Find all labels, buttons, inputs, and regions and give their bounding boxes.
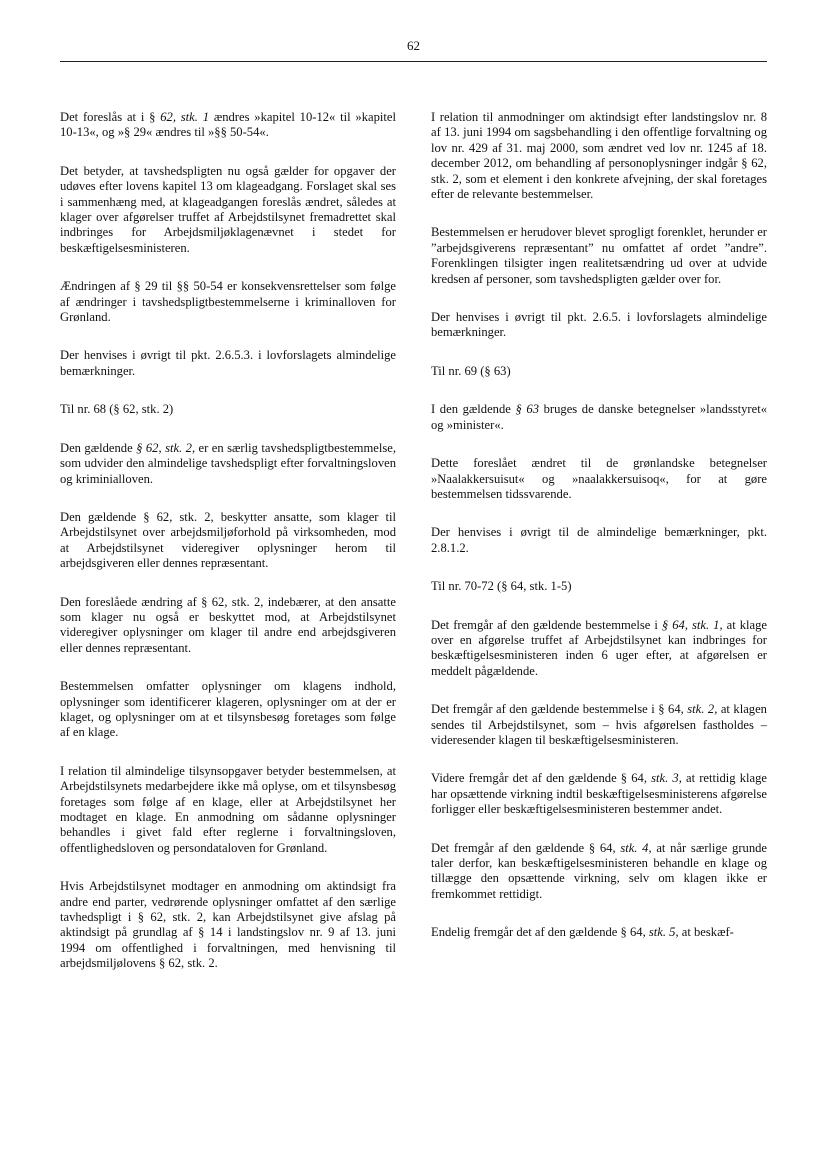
paragraph: Der henvises i øvrigt til pkt. 2.6.5. i lovforslagets almindelige bemærkninger. <box>431 310 767 340</box>
paragraph: Videre fremgår det af den gældende § 64, stk. 3, at rettidig klage har opsættende virkning indtil beskæftigelsesministerens afgørelse forligger eller beskæftigelsesministeren bestemmer andet. <box>431 771 768 817</box>
paragraph: Ændringen af § 29 til §§ 50-54 er konsekvensrettelser som følge af ændringer i tavshedspligtbestemmelserne i kriminalloven for Grønland. <box>60 279 396 325</box>
paragraph: Det foreslås at i § 62, stk. 1 ændres »kapitel 10-12« til »kapitel 10-13«, og »§ 29« ændres til »§§ 50-54«. <box>60 110 396 140</box>
section-heading: Til nr. 70-72 (§ 64, stk. 1-5) <box>431 579 572 594</box>
paragraph: Det fremgår af den gældende bestemmelse i § 64, stk. 1, at klage over en afgørelse truffet af Arbejdstilsynet kan indbringes for beskæftigelsesministeren inden 6 uger efter, at afgørelsen er meddelt pågældende. <box>431 617 767 678</box>
paragraph: I den gældende § 63 bruges de danske betegnelser »landsstyret« og »minister«. <box>431 402 767 432</box>
right-column <box>431 110 767 964</box>
paragraph: Det betyder, at tavshedspligten nu også gælder for opgaver der udøves efter lovens kapitel 13 om klageadgang. Forslaget skal ses i sammenhæng med, at klageadgangen foreslås ændret, således at klager over afgørelser truffet af Arbejdstilsynet fremadrettet skal indbringes for Arbejdsmiljøklagenævnet i stedet for beskæftigelsesministeren. <box>60 163 396 255</box>
paragraph: Der henvises i øvrigt til pkt. 2.6.5.3. i lovforslagets almindelige bemærkninger. <box>60 348 396 378</box>
paragraph: Den gældende § 62, stk. 2, beskytter ansatte, som klager til Arbejdstilsynet over arbejdsmiljøforhold på virksomheden, mod at Arbejdstilsynet videregiver oplysninger herom til arbejdsgiveren eller dennes repræsentant. <box>60 509 396 571</box>
section-heading: Til nr. 69 (§ 63) <box>431 363 511 378</box>
paragraph: Det fremgår af den gældende bestemmelse i § 64, stk. 2, at klagen sendes til Arbejdstilsynet, som – hvis afgørelsen fastholdes – videresender klagen til beskæftigelsesministeren. <box>431 702 767 747</box>
left-column <box>60 110 396 995</box>
paragraph: Den gældende § 62, stk. 2, er en særlig tavshedspligtbestemmelse, som udvider den almindelige tavshedspligt efter forvaltningsloven og kriminialloven. <box>60 440 397 486</box>
paragraph: Det fremgår af den gældende § 64, stk. 4, at når særlige grunde taler derfor, kan beskæftigelsesministeren behandle en klage og tillægge den opsættende virkning, selv om klagen ikke er fremkommet rettidigt. <box>431 840 767 901</box>
page-number: 62 <box>407 38 420 53</box>
paragraph: Bestemmelsen er herudover blevet sprogligt forenklet, herunder er ”arbejdsgiverens repræsentant” nu omfattet af ordet ”andre”. Forenklingen tilsigter ingen realitetsændring ud over at udvide kredsen af personer, som tavshedspligten gælder over for. <box>431 225 767 286</box>
paragraph: I relation til almindelige tilsynsopgaver betyder bestemmelsen, at Arbejdstilsynets medarbejdere ikke må oplyse, om et tilsynsbesøg foretages som følge af en klage, eller at Arbejdstilsynet her modtaget en klage. En anmodning om sådanne oplysninger behandles i givet fald efter reglerne i forvaltningsloven, offentlighedsloven og persondataloven for Grønland. <box>60 763 396 855</box>
paragraph: Hvis Arbejdstilsynet modtager en anmodning om aktindsigt fra andre end parter, vedrørende oplysninger omfattet af den særlige tavhedspligt i § 62, stk. 2, kan Arbejdstilsynet give afslag på aktindsigt på grundlag af § 14 i landstingslov nr. 9 af 13. juni 1994 om offentlighed i forvaltningen, med henvisning til arbejdsmiljølovens § 62, stk. 2. <box>60 879 396 971</box>
section-heading: Til nr. 68 (§ 62, stk. 2) <box>60 402 174 417</box>
paragraph: Den foreslåede ændring af § 62, stk. 2, indebærer, at den ansatte som klager nu også er beskyttet mod, at Arbejdstilsynet videregiver oplysninger om klager til andre end arbejdsgiveren eller dennes repræsentant. <box>60 594 396 655</box>
paragraph: Bestemmelsen omfatter oplysninger om klagens indhold, oplysninger som identificerer klageren, oplysninger om at der er klaget, og oplysninger om at et tilsynsbesøg foretages som følge af en klage. <box>60 679 396 740</box>
header-rule <box>60 61 767 62</box>
paragraph: Endelig fremgår det af den gældende § 64, stk. 5, at beskæf- <box>431 925 734 940</box>
paragraph: Dette foreslået ændret til de grønlandske betegnelser »Naalakkersuisut« og »naalakkersuisoq«, for at gøre bestemmelsen tidssvarende. <box>431 456 767 501</box>
paragraph: Der henvises i øvrigt til de almindelige bemærkninger, pkt. 2.8.1.2. <box>431 525 767 555</box>
paragraph: I relation til anmodninger om aktindsigt efter landstingslov nr. 8 af 13. juni 1994 om sagsbehandling i den offentlige forvaltning og lov nr. 429 af 31. maj 2000, som ændret ved lov nr. 1245 af 18. december 2012, om behandling af personoplysninger indgår § 62, stk. 2, som et element i den konkrete afvejning, der skal foretages efter de relevante bestemmelser. <box>431 110 767 202</box>
